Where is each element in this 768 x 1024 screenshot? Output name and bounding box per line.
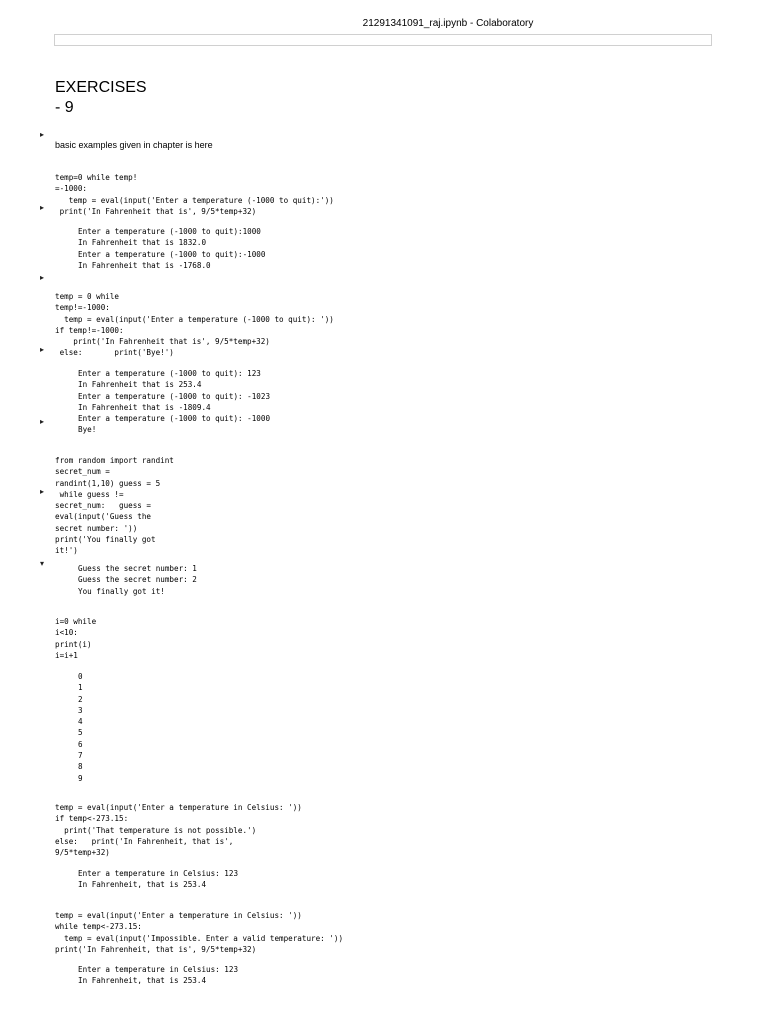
browser-title [0,18,768,29]
code-cell-4[interactable]: i=0 while i<10: print(i) i=i+1 [55,617,97,660]
cell-3-arrow-icon[interactable]: ▸ [40,487,45,496]
section-heading: EXERCISES - 9 [55,79,147,116]
code-cell-3[interactable]: from random import randint secret_num = randint(1,10) guess = 5 while guess != secret_num: guess = eval(input('Guess the secret number: ')) print('You finally got it!') [55,456,174,556]
code-cell-1[interactable]: temp=0 while temp! =-1000: temp = eval(input('Enter a temperature (-1000 to quit):')) print('In Fahrenheit that is', 9/5*temp+32) [55,173,334,216]
cell-1-arrow-icon[interactable]: ▸ [40,203,45,212]
cell-2-arrow-icon[interactable]: ▸ [40,345,45,354]
toolbar-bar [54,34,712,46]
output-cell-5: Enter a temperature in Celsius: 123 In Fahrenheit, that is 253.4 [78,869,239,890]
cell-3-collapse-icon[interactable]: ▸ [40,417,45,426]
cell-2-collapse-icon[interactable]: ▸ [40,273,45,282]
code-cell-2[interactable]: temp = 0 while temp!=-1000: temp = eval(input('Enter a temperature (-1000 to quit): ')) if temp!=-1000: print('In Fahrenheit that is', 9/5*temp+32) else: print('Bye!') [55,292,334,358]
markdown-cell: basic examples given in chapter is here [55,140,213,150]
code-cell-5[interactable]: temp = eval(input('Enter a temperature in Celsius: ')) if temp<-273.15: print('That temperature is not possible.') else: print('In Fahrenheit, that is', 9/5*temp+32) [55,803,302,858]
output-cell-1: Enter a temperature (-1000 to quit):1000 In Fahrenheit that is 1832.0 Enter a temperature (-1000 to quit):-1000 In Fahrenheit that is -1768.0 [78,227,266,270]
output-cell-6: Enter a temperature in Celsius: 123 In Fahrenheit, that is 253.4 [78,965,239,986]
code-cell-6[interactable]: temp = eval(input('Enter a temperature in Celsius: ')) while temp<-273.15: temp = eval(input('Impossible. Enter a valid temperature: ')) print('In Fahrenheit, that is', 9/5*temp+32) [55,911,344,954]
cell-3-expanded-icon[interactable]: ▾ [40,559,45,568]
output-cell-2: Enter a temperature (-1000 to quit): 123 In Fahrenheit that is 253.4 Enter a temperature (-1000 to quit): -1023 In Fahrenheit that is -1809.4 Enter a temperature (-1000 to quit): -1000 Bye! [78,369,271,435]
output-cell-4: 0 1 2 3 4 5 6 7 8 9 [78,672,83,783]
collapse-arrow-icon[interactable]: ▸ [40,130,45,139]
notebook-title: 21291341091_raj.ipynb - Colaboratory [362,18,534,29]
output-cell-3: Guess the secret number: 1 Guess the secret number: 2 You finally got it! [78,564,197,596]
